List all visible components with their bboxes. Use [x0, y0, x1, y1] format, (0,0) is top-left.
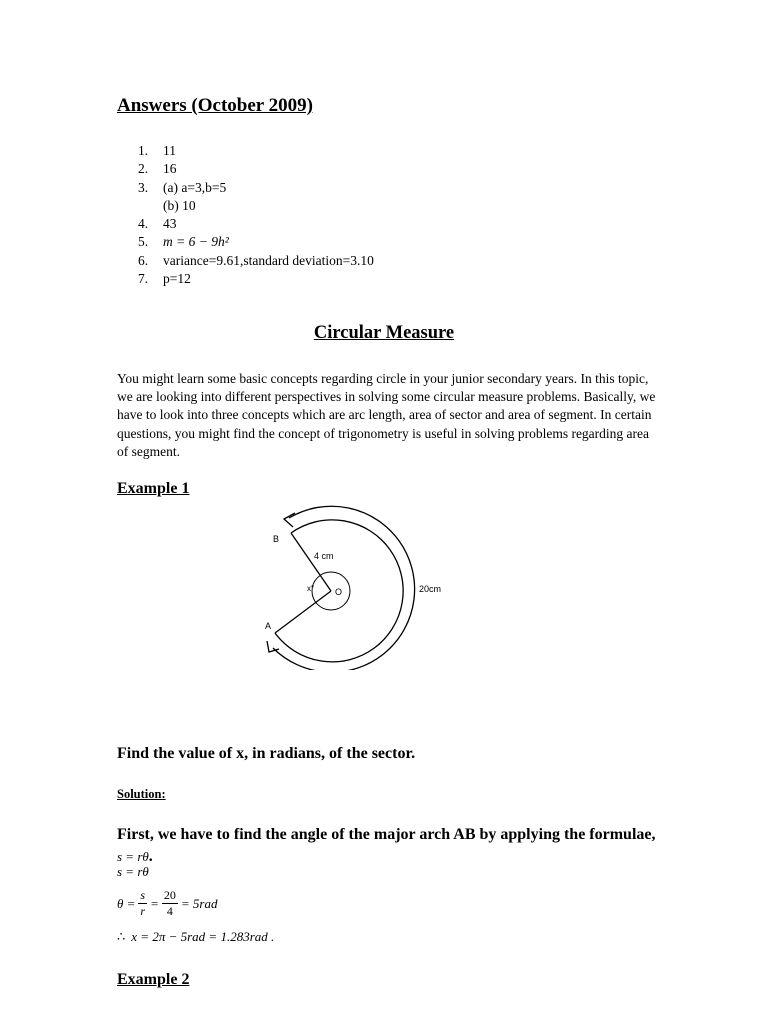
answer-text: p=12 — [163, 271, 191, 287]
answer-text: 16 — [163, 161, 177, 177]
equation-3 — [117, 929, 274, 945]
solution-intro-text: First, we have to find the angle of the major arch AB by applying the formulae, — [117, 826, 656, 843]
label-arc-length: 20cm — [419, 584, 442, 594]
label-a: A — [265, 621, 272, 631]
answer-number: 4. — [138, 216, 149, 232]
answer-number: 5. — [138, 234, 149, 250]
answer-text: 11 — [163, 143, 176, 158]
eq3-text: x = 2π − 5rad = 1.283rad . — [131, 929, 275, 944]
answer-number — [138, 197, 163, 215]
arrowhead-bottom-icon — [267, 641, 279, 652]
answer-number: 3. — [138, 179, 149, 195]
example-1-heading: Example 1 — [117, 480, 190, 497]
answer-text: 43 — [163, 216, 177, 232]
fraction-denominator: 4 — [166, 904, 173, 918]
answer-text: variance=9.61,standard deviation=3.10 — [163, 252, 374, 268]
intro-paragraph: You might learn some basic concepts regarding circle in your junior secondary years. In this topic, we are looking into different perspectives in solving some circular measure problems. Basically, we have to look into three concepts which are arc length, area of sector and area of segment. In certain questions, you might find the concept of trigonometry is useful in solving problems regarding area of segment. — [117, 371, 656, 459]
therefore-symbol: ∴ — [117, 929, 126, 944]
section-title: Circular Measure — [313, 323, 455, 343]
equation-1: s = rθ — [117, 864, 149, 879]
answers-heading: Answers (October 2009) — [117, 95, 313, 116]
answer-number: 1. — [138, 143, 149, 158]
equation-2 — [117, 888, 217, 919]
eq2-mid: = — [150, 895, 159, 911]
fraction-numerator: 20 — [163, 888, 176, 902]
answer-item — [138, 142, 374, 160]
label-angle: x° — [307, 584, 315, 593]
answer-item — [138, 215, 374, 233]
answer-item — [138, 252, 374, 270]
radius-ob — [291, 533, 331, 591]
label-radius: 4 cm — [314, 551, 334, 561]
fraction-numerator: s — [140, 888, 146, 902]
answer-item — [138, 160, 374, 178]
fraction-s-over-r — [138, 888, 147, 919]
answers-list — [138, 142, 374, 288]
answer-item — [138, 270, 374, 288]
answer-item — [138, 179, 374, 197]
solution-label: Solution: — [117, 787, 166, 801]
answer-text: (a) a=3,b=5 — [163, 179, 227, 195]
answer-item — [138, 233, 374, 251]
answer-number: 6. — [138, 252, 149, 268]
sector-diagram — [255, 505, 455, 670]
solution-intro — [117, 824, 657, 868]
radius-oa — [275, 591, 331, 633]
eq2-rhs: = 5rad — [180, 895, 218, 911]
label-b: B — [273, 534, 280, 544]
label-center: O — [335, 587, 343, 597]
answer-number: 7. — [138, 271, 149, 287]
example-2-heading: Example 2 — [117, 971, 190, 988]
answer-number: 2. — [138, 161, 149, 177]
eq2-lhs: θ = — [117, 895, 136, 911]
fraction-20-over-4 — [162, 888, 178, 919]
solution-intro-end: . — [148, 848, 153, 865]
formula-inline: s = rθ — [117, 849, 149, 864]
answer-text: m = 6 − 9h² — [163, 234, 229, 250]
fraction-denominator: r — [140, 904, 146, 918]
question-text: Find the value of x, in radians, of the sector. — [117, 745, 416, 762]
answer-text: (b) 10 — [163, 197, 196, 213]
answer-item — [138, 197, 374, 215]
